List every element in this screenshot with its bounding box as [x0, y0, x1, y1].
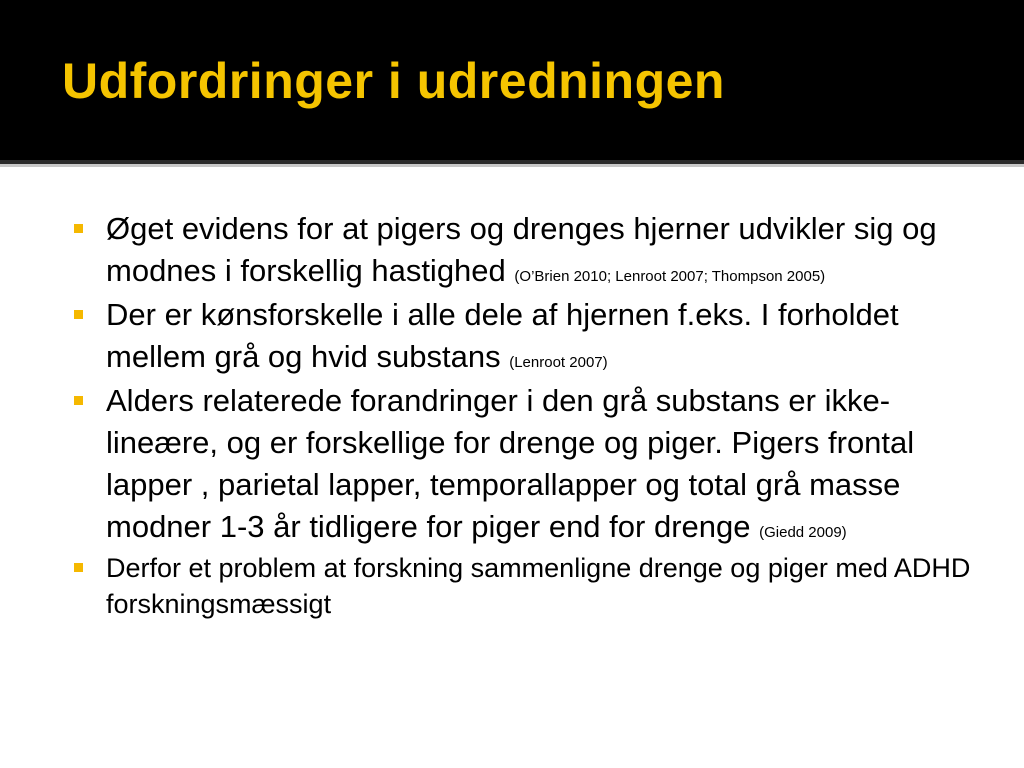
bullet-item	[72, 550, 972, 622]
bullet-text: Øget evidens for at pigers og drenges hjerner udvikler sig og modnes i forskellig hastighed	[106, 211, 937, 288]
square-bullet-icon	[74, 396, 83, 405]
bullet-text: Derfor et problem at forskning sammenligne drenge og piger med ADHD forskningsmæssigt	[106, 553, 971, 619]
bullet-text: Alders relaterede forandringer i den grå substans er ikke-lineære, og er forskellige for drenge og piger. Pigers frontal lapper , parietal lapper, temporallapper og total grå masse modner 1-3 år tidligere for piger end for drenge	[106, 383, 915, 544]
square-bullet-icon	[74, 224, 83, 233]
slide-title: Udfordringer i udredningen	[62, 53, 725, 109]
bullet-text: Der er kønsforskelle i alle dele af hjernen f.eks. I forholdet mellem grå og hvid substans	[106, 297, 899, 374]
title-divider-light	[0, 164, 1024, 167]
title-band	[0, 0, 1024, 160]
square-bullet-icon	[74, 563, 83, 572]
bullet-item	[72, 208, 972, 292]
bullet-reference: (Giedd 2009)	[759, 524, 847, 541]
bullet-item	[72, 380, 972, 548]
bullet-item	[72, 294, 972, 378]
bullet-reference: (O’Brien 2010; Lenroot 2007; Thompson 2005)	[514, 268, 826, 285]
square-bullet-icon	[74, 310, 83, 319]
bullet-reference: (Lenroot 2007)	[509, 354, 608, 371]
bullet-list	[72, 208, 972, 624]
